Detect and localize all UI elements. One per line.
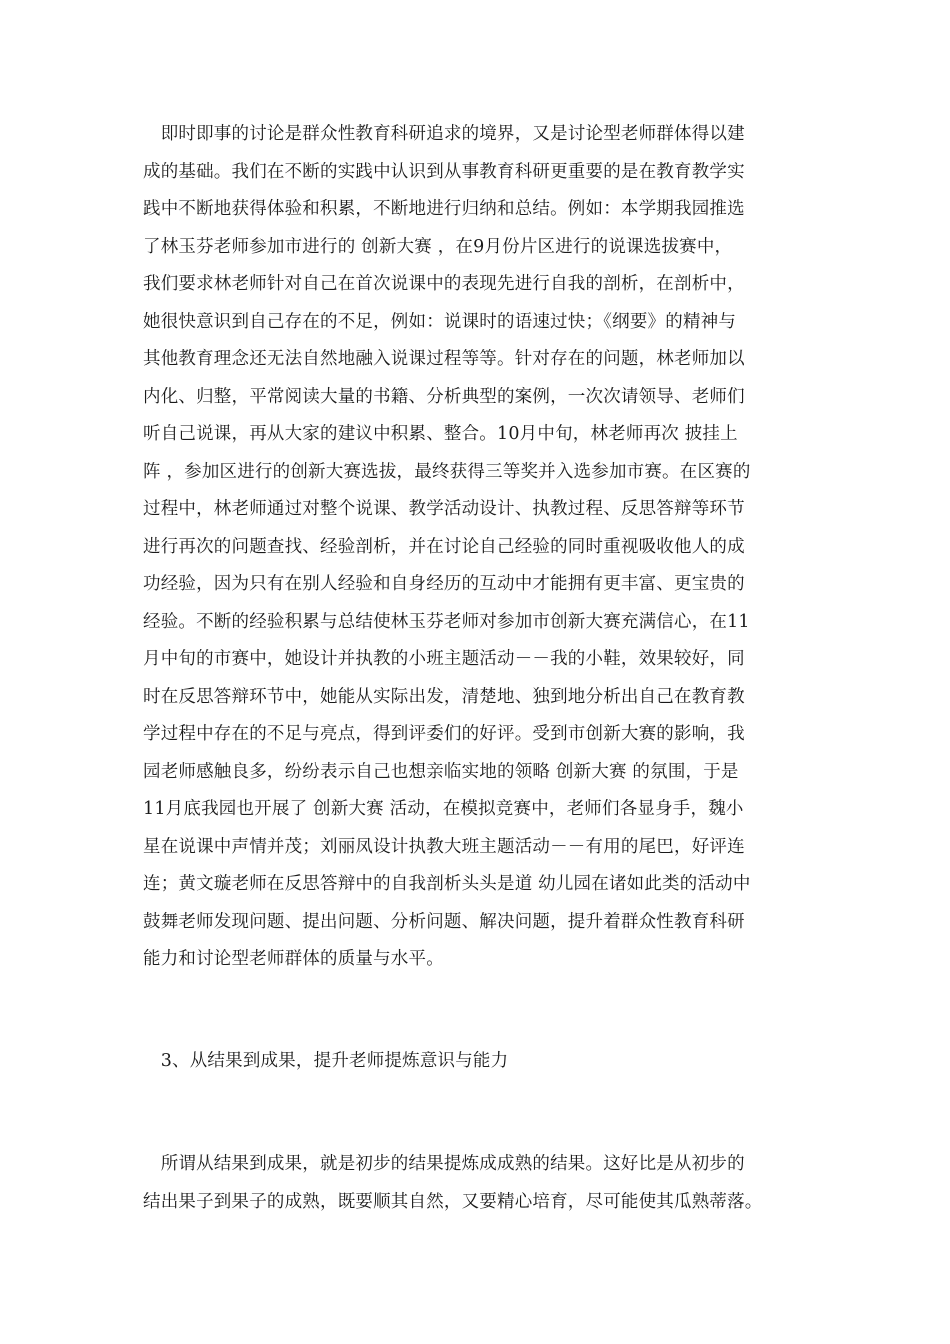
section-heading-3 xyxy=(143,1043,813,1081)
paragraph1-line: 其他教育理念还无法自然地融入说课过程等等。针对存在的问题，林老师加以 xyxy=(143,349,745,369)
paragraph2-line: 所谓从结果到成果，就是初步的结果提炼成成熟的结果。这好比是从初步的 xyxy=(143,1154,745,1174)
paragraph1-line: 月中旬的市赛中，她设计并执教的小班主题活动－－我的小鞋，效果较好，同 xyxy=(143,649,745,669)
paragraph1-line: 阵 ，参加区进行的创新大赛选拔，最终获得三等奖并入选参加市赛。在区赛的 xyxy=(143,461,751,482)
section-heading-text: 3、从结果到成果，提升老师提炼意识与能力 xyxy=(143,1051,509,1071)
paragraph1-line: 听自己说课，再从大家的建议中积累、整合。10月中旬，林老师再次 披挂上 xyxy=(143,424,738,444)
paragraph1-line: 经验。不断的经验积累与总结使林玉芬老师对参加市创新大赛充满信心，在11 xyxy=(143,611,750,632)
paragraph1-line: 了林玉芬老师参加市进行的 创新大赛 ，在9月份片区进行的说课选拔赛中， xyxy=(143,236,733,257)
paragraph-innovation-contest xyxy=(143,116,813,979)
paragraph1-line: 践中不断地获得体验和积累，不断地进行归纳和总结。例如：本学期我园推选 xyxy=(143,199,745,219)
paragraph-results-to-achievements xyxy=(143,1146,813,1221)
paragraph1-line: 学过程中存在的不足与亮点，得到评委们的好评。受到市创新大赛的影响，我 xyxy=(143,724,745,744)
paragraph1-line: 星在说课中声情并茂；刘丽凤设计执教大班主题活动－－有用的尾巴，好评连 xyxy=(143,836,745,857)
paragraph1-line: 连；黄文璇老师在反思答辩中的自我剖析头头是道 幼儿园在诸如此类的活动中 xyxy=(143,874,751,894)
paragraph1-line: 进行再次的问题查找、经验剖析，并在讨论自己经验的同时重视吸收他人的成 xyxy=(143,536,745,557)
paragraph1-line: 时在反思答辩环节中，她能从实际出发，清楚地、独到地分析出自己在教育教 xyxy=(143,686,745,707)
paragraph1-line: 内化、归整，平常阅读大量的书籍、分析典型的案例，一次次请领导、老师们 xyxy=(143,386,745,407)
paragraph1-line: 成的基础。我们在不断的实践中认识到从事教育科研更重要的是在教育教学实 xyxy=(143,161,745,182)
paragraph2-line: 结出果子到果子的成熟，既要顺其自然，又要精心培育，尽可能使其瓜熟蒂落。 xyxy=(143,1191,763,1212)
paragraph1-line: 我们要求林老师针对自己在首次说课中的表现先进行自我的剖析，在剖析中， xyxy=(143,274,745,294)
paragraph1-line: 即时即事的讨论是群众性教育科研追求的境界，又是讨论型老师群体得以建 xyxy=(143,124,745,144)
paragraph1-line: 功经验，因为只有在别人经验和自身经历的互动中才能拥有更丰富、更宝贵的 xyxy=(143,574,745,594)
paragraph1-line: 能力和讨论型老师群体的质量与水平。 xyxy=(143,949,444,969)
paragraph1-line: 鼓舞老师发现问题、提出问题、分析问题、解决问题，提升着群众性教育科研 xyxy=(143,911,745,932)
paragraph1-line: 11月底我园也开展了 创新大赛 活动，在模拟竞赛中，老师们各显身手，魏小 xyxy=(143,799,744,819)
paragraph1-line: 过程中，林老师通过对整个说课、教学活动设计、执教过程、反思答辩等环节 xyxy=(143,499,745,519)
paragraph1-line: 她很快意识到自己存在的不足，例如：说课时的语速过快；《纲要》的精神与 xyxy=(143,311,737,332)
paragraph1-line: 园老师感触良多，纷纷表示自己也想亲临实地的领略 创新大赛 的氛围，于是 xyxy=(143,761,739,782)
